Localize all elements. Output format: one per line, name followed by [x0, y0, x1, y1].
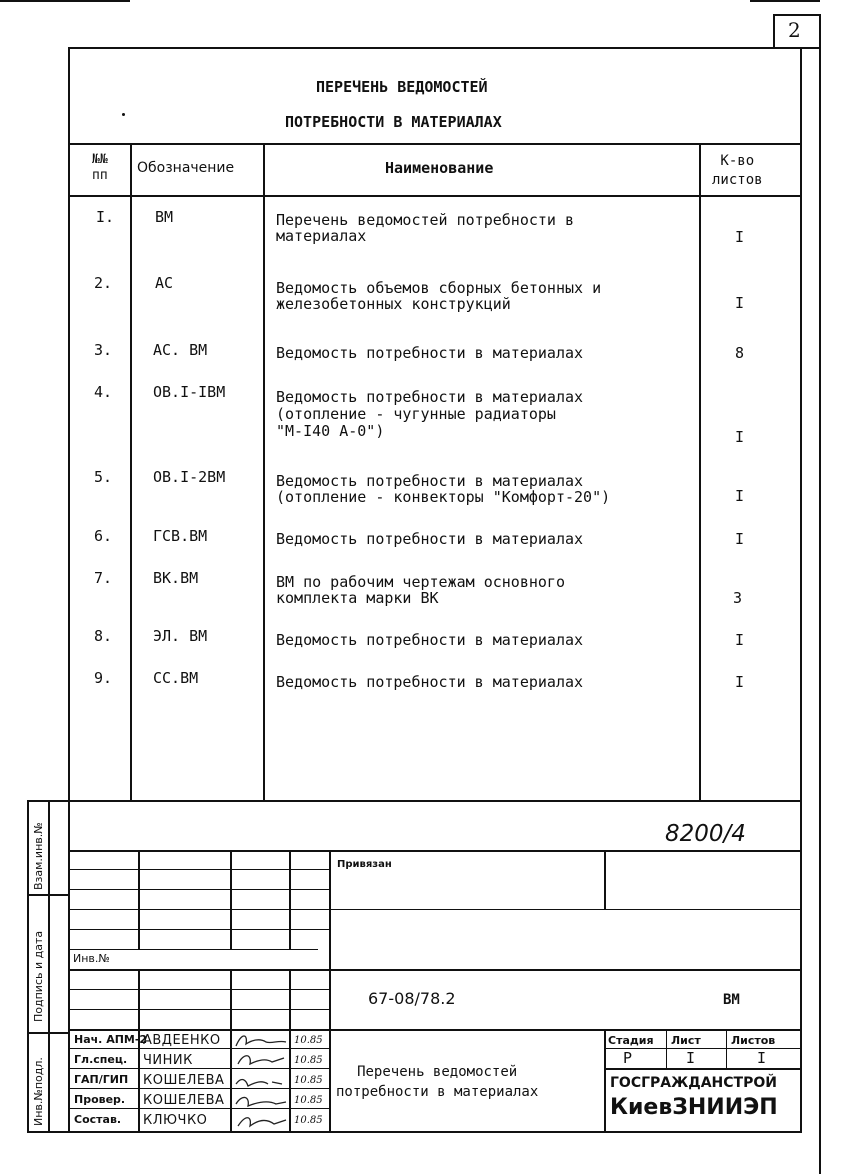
- header-name: Наименование: [385, 159, 494, 177]
- header-num: №№ пп: [92, 152, 108, 183]
- table-row-name: Ведомость потребности в материалах: [276, 530, 584, 548]
- table-row-num: I.: [96, 208, 115, 226]
- table-row-name: Ведомость потребности в материалах: [276, 673, 584, 691]
- table-row-sheets: I: [735, 631, 745, 649]
- table-row-name: ВМ по рабочим чертежам основного комплекта марки ВК: [276, 573, 565, 607]
- role-label: Нач. АПМ-2: [74, 1033, 148, 1046]
- table-row-name: Ведомость потребности в материалах: [276, 344, 584, 362]
- table-row-name: Ведомость потребности в материалах: [276, 631, 584, 649]
- table-row-num: 8.: [94, 627, 113, 645]
- table-row-sheets: I: [735, 673, 745, 691]
- table-row-name: Ведомость объемов сборных бетонных и железобетонных конструкций: [276, 279, 602, 313]
- title-line1: ПЕРЕЧЕНЬ ВЕДОМОСТЕЙ: [316, 78, 488, 96]
- sheets-value: I: [757, 1049, 767, 1067]
- stage-value: Р: [623, 1049, 633, 1067]
- table-row-num: 5.: [94, 468, 113, 486]
- vzam-inv-label: Взам.инв.№: [32, 822, 45, 890]
- table-row-code: ГСВ.ВМ: [153, 527, 208, 545]
- table-row-code: СС.ВМ: [153, 669, 199, 687]
- table-row-sheets: I: [735, 530, 745, 548]
- privyazan-label: Привязан: [337, 859, 392, 870]
- role-date: 10.85: [294, 1095, 323, 1106]
- table-row-sheets: 3: [733, 589, 743, 607]
- role-date: 10.85: [294, 1115, 323, 1126]
- org-line1: ГОСГРАЖДАНСТРОЙ: [610, 1075, 777, 1091]
- inv-podl-label: Инв.№подл.: [32, 1057, 45, 1126]
- table-row-num: 6.: [94, 527, 113, 545]
- table-row-num: 2.: [94, 274, 113, 292]
- stage-label: Стадия: [608, 1034, 654, 1047]
- role-date: 10.85: [294, 1055, 323, 1066]
- table-row-code: АС: [155, 274, 174, 292]
- table-row-code: ВМ: [155, 208, 174, 226]
- role-name: АВДЕЕНКО: [143, 1033, 221, 1048]
- table-row-sheets: I: [735, 228, 745, 246]
- table-row-num: 7.: [94, 569, 113, 587]
- table-row-code: ОВ.I-IВМ: [153, 383, 226, 401]
- role-date: 10.85: [294, 1075, 323, 1086]
- table-row-code: ОВ.I-2ВМ: [153, 468, 226, 486]
- table-row-num: 3.: [94, 341, 113, 359]
- table-row-num: 9.: [94, 669, 113, 687]
- table-row-name: Ведомость потребности в материалах (отопление - чугунные радиаторы "М-I40 А-0"): [276, 388, 584, 440]
- header-sheets: К-во листов: [712, 153, 763, 188]
- page-number: 2: [788, 18, 801, 42]
- table-row-name: Ведомость потребности в материалах (отопление - конвекторы "Комфорт-20"): [276, 472, 611, 506]
- table-row-code: ВК.ВМ: [153, 569, 199, 587]
- signatures: [232, 1030, 290, 1132]
- role-label: ГАП/ГИП: [74, 1073, 129, 1086]
- table-row-sheets: I: [735, 294, 745, 312]
- table-row-code: АС. ВМ: [153, 341, 208, 359]
- table-row-code: ЭЛ. ВМ: [153, 627, 208, 645]
- org-line2: КиевЗНИИЭП: [610, 1095, 778, 1120]
- header-code: Обозначение: [137, 160, 235, 176]
- doc-mark: ВМ: [723, 992, 740, 1008]
- role-name: КОШЕЛЕВА: [143, 1093, 225, 1108]
- podpis-data-label: Подпись и дата: [32, 930, 45, 1022]
- sheet-title: Перечень ведомостей потребности в материалах: [336, 1064, 539, 1100]
- role-name: КОШЕЛЕВА: [143, 1073, 225, 1088]
- dot-mark: [122, 113, 125, 116]
- table-row-num: 4.: [94, 383, 113, 401]
- doc-code: 67-08/78.2: [368, 989, 456, 1008]
- role-label: Состав.: [74, 1113, 122, 1126]
- inv-number: 8200/4: [665, 821, 746, 847]
- sheet-value: I: [686, 1049, 696, 1067]
- table-row-sheets: I: [735, 428, 745, 446]
- table-row-sheets: 8: [735, 344, 745, 362]
- title-line2: ПОТРЕБНОСТИ В МАТЕРИАЛАХ: [285, 113, 502, 131]
- inv-label: Инв.№: [73, 952, 110, 965]
- sheets-label: Листов: [731, 1034, 776, 1047]
- sheet-label: Лист: [671, 1034, 701, 1047]
- role-name: КЛЮЧКО: [143, 1113, 208, 1128]
- role-date: 10.85: [294, 1035, 323, 1046]
- role-label: Гл.спец.: [74, 1053, 128, 1066]
- role-name: ЧИНИК: [143, 1053, 193, 1068]
- table-row-sheets: I: [735, 487, 745, 505]
- role-label: Провер.: [74, 1093, 126, 1106]
- table-row-name: Перечень ведомостей потребности в материалах: [276, 211, 575, 245]
